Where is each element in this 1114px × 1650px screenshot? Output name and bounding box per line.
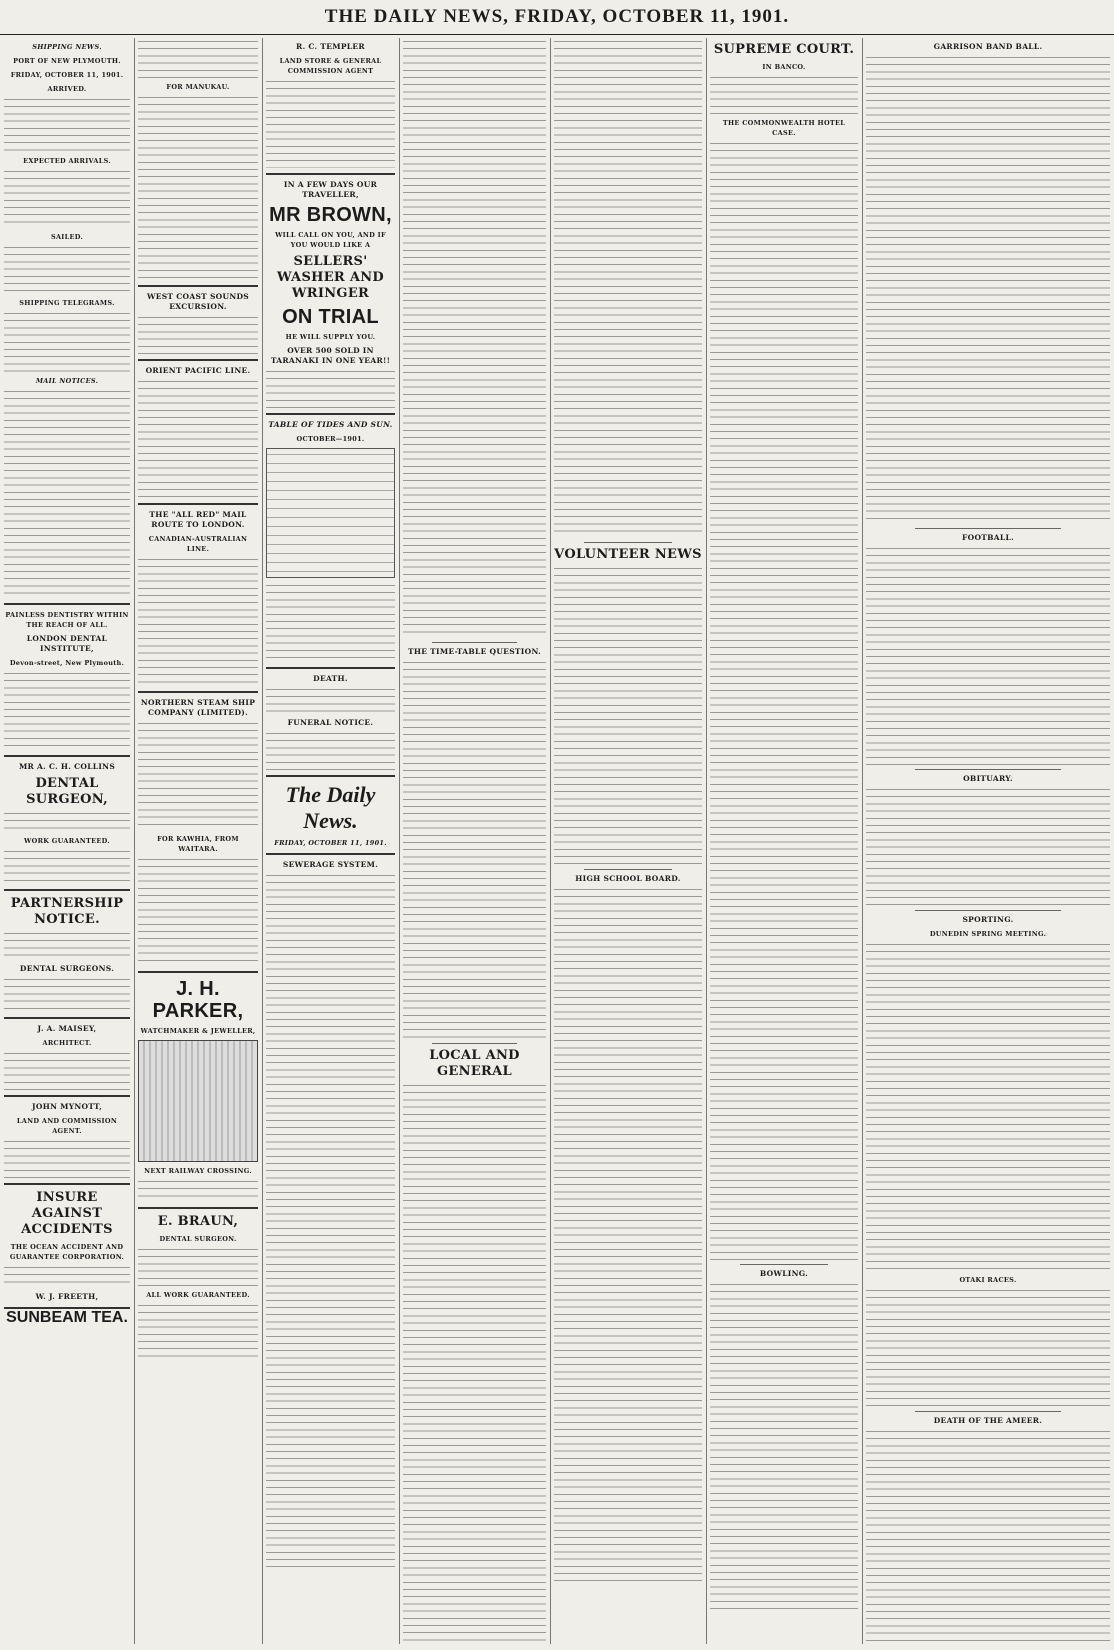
- sailed-heading: SAILED.: [50, 233, 84, 241]
- football-heading: FOOTBALL.: [962, 533, 1014, 542]
- column-rule: [399, 38, 400, 1644]
- column-3: [266, 38, 395, 1644]
- templer-sub: LAND STORE & GENERAL COMMISSION AGENT: [279, 57, 382, 75]
- text-block: [4, 670, 130, 750]
- text-block: [866, 1287, 1110, 1407]
- text-block: [138, 1246, 258, 1286]
- column-4: [403, 38, 546, 1644]
- templer-heading: R. C. TEMPLER: [296, 42, 365, 51]
- otaki-heading: OTAKI RACES.: [959, 1276, 1017, 1284]
- mynott-heading: JOHN MYNOTT,: [32, 1102, 102, 1111]
- text-block: [554, 38, 702, 538]
- on-trial-heading: ON TRIAL: [282, 306, 379, 328]
- divider: [915, 1411, 1061, 1412]
- in-banco-heading: IN BANCO.: [762, 63, 806, 71]
- painless-heading: PAINLESS DENTISTRY WITHIN THE REACH OF ALL.: [5, 611, 129, 629]
- supply-text: HE WILL SUPPLY YOU.: [285, 333, 376, 341]
- column-7: [866, 38, 1110, 1644]
- column-rule: [862, 38, 863, 1644]
- braun-dental-heading: DENTAL SURGEON.: [159, 1235, 237, 1243]
- text-block: [866, 545, 1110, 765]
- port-date: FRIDAY, OCTOBER 11, 1901.: [10, 71, 124, 79]
- port-heading: PORT OF NEW PLYMOUTH.: [13, 57, 121, 65]
- tides-heading: TABLE OF TIDES AND SUN.: [268, 420, 393, 429]
- high-school-heading: HIGH SCHOOL BOARD.: [575, 874, 681, 883]
- mr-brown-heading: MR BROWN,: [269, 204, 392, 226]
- divider: [266, 853, 395, 855]
- text-block: [266, 368, 395, 408]
- divider: [138, 503, 258, 505]
- text-block: [554, 886, 702, 1586]
- text-block: [138, 556, 258, 686]
- column-5: [554, 38, 702, 1644]
- text-block: [138, 378, 258, 498]
- column-1: [4, 38, 130, 1644]
- volunteer-heading: VOLUNTEER NEWS: [554, 547, 702, 562]
- divider: [266, 775, 395, 777]
- mail-notices-heading: MAIL NOTICES.: [35, 377, 99, 385]
- divider: [266, 667, 395, 669]
- text-block: [403, 38, 546, 638]
- text-block: [554, 565, 702, 865]
- ameer-heading: DEATH OF THE AMEER.: [933, 1416, 1043, 1425]
- divider: [4, 1183, 130, 1185]
- divider: [432, 642, 518, 643]
- text-block: [4, 96, 130, 152]
- column-rule: [550, 38, 551, 1644]
- divider: [584, 542, 673, 543]
- shopfront-engraving: [138, 1040, 258, 1162]
- orient-heading: ORIENT PACIFIC LINE.: [145, 366, 251, 375]
- divider: [266, 413, 395, 415]
- text-block: [4, 310, 130, 372]
- text-block: [4, 930, 130, 960]
- sunbeam-tea-ad: SUNBEAM TEA.: [6, 1309, 128, 1326]
- divider: [138, 691, 258, 693]
- text-block: [403, 659, 546, 1039]
- divider: [4, 889, 130, 891]
- text-block: [266, 582, 395, 662]
- text-block: [4, 168, 130, 228]
- text-block: [866, 1428, 1110, 1644]
- death-heading: DEATH.: [313, 674, 348, 683]
- divider: [584, 869, 673, 870]
- dental-surgeon-heading: DENTAL SURGEON,: [26, 776, 108, 807]
- divider: [4, 1095, 130, 1097]
- text-block: [4, 1264, 130, 1288]
- column-rule: [134, 38, 135, 1644]
- northern-ss-heading: NORTHERN STEAM SHIP COMPANY (LIMITED).: [140, 698, 256, 717]
- bowling-heading: BOWLING.: [759, 1269, 809, 1278]
- dental-institute-heading: LONDON DENTAL INSTITUTE,: [26, 634, 108, 653]
- divider: [138, 285, 258, 287]
- ocean-heading: THE OCEAN ACCIDENT AND GUARANTEE CORPORATION.: [9, 1243, 125, 1261]
- insure-heading: INSURE AGAINST ACCIDENTS: [21, 1190, 113, 1237]
- nameplate-date: FRIDAY, OCTOBER 11, 1901.: [274, 839, 387, 847]
- column-2: [138, 38, 258, 1644]
- work-guaranteed-heading: WORK GUARANTEED.: [24, 837, 110, 845]
- divider: [138, 1207, 258, 1209]
- text-block: [266, 730, 395, 770]
- text-block: [403, 1082, 546, 1642]
- maisey-heading: J. A. MAISEY,: [37, 1024, 97, 1033]
- braun-heading: E. BRAUN,: [157, 1214, 239, 1229]
- supreme-court-heading: SUPREME COURT.: [713, 42, 855, 57]
- text-block: [866, 941, 1110, 1271]
- text-block: [866, 786, 1110, 906]
- tides-month: OCTOBER—1901.: [296, 435, 365, 443]
- divider: [432, 1043, 518, 1044]
- text-block: [4, 976, 130, 1012]
- text-block: [4, 388, 130, 598]
- text-block: [4, 1050, 130, 1090]
- text-block: [710, 140, 858, 1260]
- divider: [915, 528, 1061, 529]
- column-6: [710, 38, 858, 1644]
- text-block: [710, 1281, 858, 1611]
- telegrams-heading: SHIPPING TELEGRAMS.: [19, 299, 115, 307]
- arrived-heading: ARRIVED.: [47, 85, 87, 93]
- dental-institute-address: Devon-street, New Plymouth.: [9, 659, 125, 667]
- expected-heading: EXPECTED ARRIVALS.: [23, 157, 111, 165]
- obituary-heading: OBITUARY.: [963, 774, 1013, 783]
- masthead: [0, 0, 1114, 35]
- partnership-heading: PARTNERSHIP NOTICE.: [10, 896, 124, 927]
- column-rule: [262, 38, 263, 1644]
- collins-heading: MR A. C. H. COLLINS: [18, 762, 116, 771]
- divider: [266, 173, 395, 175]
- text-block: [138, 314, 258, 354]
- land-agent-heading: LAND AND COMMISSION AGENT.: [16, 1117, 118, 1135]
- dental-surgeons-heading: DENTAL SURGEONS.: [19, 964, 115, 973]
- railway-crossing-heading: NEXT RAILWAY CROSSING.: [144, 1167, 252, 1175]
- divider: [138, 971, 258, 973]
- hotel-case-heading: THE COMMONWEALTH HOTEL CASE.: [722, 119, 846, 137]
- architect-heading: ARCHITECT.: [42, 1039, 92, 1047]
- canadian-heading: CANADIAN-AUSTRALIAN LINE.: [148, 535, 248, 553]
- manukau-heading: FOR MANUKAU.: [166, 83, 230, 91]
- text-block: [866, 54, 1110, 524]
- text-block: [4, 1138, 130, 1178]
- nameplate: The Daily News.: [285, 782, 376, 833]
- call-on-you-text: WILL CALL ON YOU, AND IF YOU WOULD LIKE A: [275, 231, 386, 249]
- text-block: [266, 78, 395, 168]
- all-red-heading: THE "ALL RED" MAIL ROUTE TO LONDON.: [149, 510, 247, 529]
- text-block: [138, 1178, 258, 1202]
- text-block: [710, 74, 858, 114]
- text-block: [4, 810, 130, 832]
- west-coast-heading: WEST COAST SOUNDS EXCURSION.: [146, 292, 250, 311]
- text-block: [266, 872, 395, 1572]
- column-rule: [706, 38, 707, 1644]
- local-general-heading: LOCAL AND GENERAL: [429, 1048, 520, 1079]
- text-block: [266, 686, 395, 714]
- text-block: [138, 1302, 258, 1362]
- sporting-heading: SPORTING.: [962, 915, 1014, 924]
- washer-heading: SELLERS' WASHER AND WRINGER: [276, 254, 384, 301]
- divider: [915, 910, 1061, 911]
- shipping-news-heading: SHIPPING NEWS.: [32, 43, 102, 51]
- divider: [915, 769, 1061, 770]
- funeral-heading: FUNERAL NOTICE.: [287, 718, 374, 727]
- masthead-title: THE DAILY NEWS, FRIDAY, OCTOBER 11, 1901.: [324, 6, 790, 27]
- garrison-band-heading: GARRISON BAND BALL.: [933, 42, 1043, 51]
- text-block: [4, 848, 130, 884]
- text-block: [138, 94, 258, 280]
- divider: [4, 603, 130, 605]
- dunedin-heading: DUNEDIN SPRING MEETING.: [929, 930, 1047, 938]
- text-block: [4, 244, 130, 294]
- sold-heading: OVER 500 SOLD IN TARANAKI IN ONE YEAR!!: [270, 346, 391, 365]
- kawhia-heading: FOR KAWHIA, FROM WAITARA.: [157, 835, 239, 853]
- divider: [740, 1264, 829, 1265]
- divider: [4, 755, 130, 757]
- text-block: [138, 856, 258, 966]
- braun-guarantee: ALL WORK GUARANTEED.: [146, 1291, 250, 1299]
- text-block: [138, 720, 258, 830]
- text-block: [138, 38, 258, 78]
- freeth-heading: W. J. FREETH,: [35, 1292, 99, 1301]
- watchmaker-heading: WATCHMAKER & JEWELLER,: [140, 1027, 256, 1035]
- divider: [138, 359, 258, 361]
- sewerage-heading: SEWERAGE SYSTEM.: [282, 860, 379, 869]
- timetable-heading: THE TIME-TABLE QUESTION.: [407, 647, 542, 656]
- traveller-heading: IN A FEW DAYS OUR TRAVELLER,: [283, 180, 378, 199]
- tide-table: [266, 448, 395, 578]
- divider: [4, 1017, 130, 1019]
- parker-heading: J. H. PARKER,: [152, 978, 244, 1022]
